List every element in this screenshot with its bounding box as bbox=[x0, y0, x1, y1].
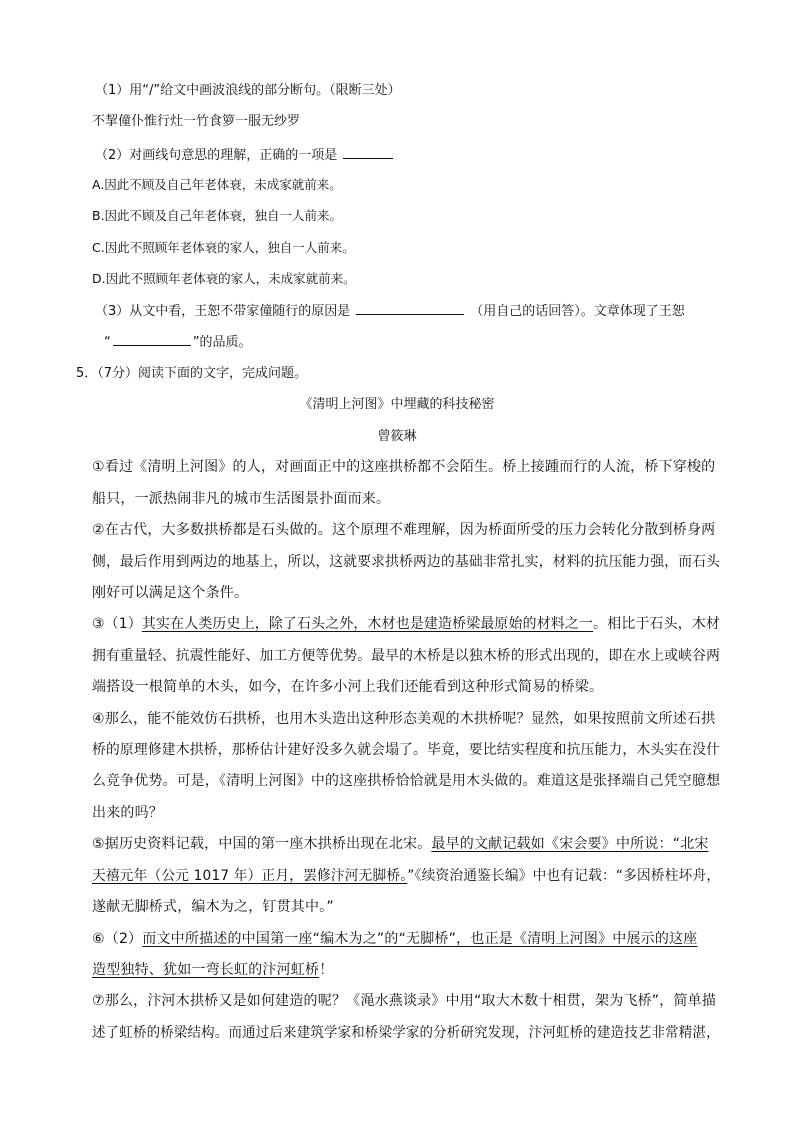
q4-option-b: B.因此不顾及自己年老体衰，独自一人前来。 bbox=[92, 208, 343, 223]
paragraph-5-rest: ”《续资治通鉴长编》中也有记载：“多因桥柱坏舟， bbox=[407, 868, 721, 884]
paragraph-2-line-3: 刚好可以满足这个条件。 bbox=[92, 585, 249, 601]
underlined-quote-1: 最早的文献记载如《宋会要》中所说：“北宋 bbox=[431, 836, 709, 852]
paragraph-1-line-2: 船只，一派热闹非凡的城市生活图景扑面而来。 bbox=[92, 491, 391, 507]
paragraph-5-line-3: 遂献无脚桥式，编木为之，钉贯其中。” bbox=[92, 899, 334, 915]
underlined-sentence-2-cont: 造型独特、犹如一弯长虹的汴河虹桥 bbox=[92, 962, 320, 978]
q4-part3 bbox=[95, 300, 685, 322]
paragraph-7-line-1: ⑦那么，汴河木拱桥又是如何建造的呢？《渑水燕谈录》中用“取大木数十相贯，架为飞桥”，简单描 bbox=[92, 993, 717, 1009]
paragraph-2-line-1: ②在古代，大多数拱桥都是石头做的。这个原理不难理解，因为桥面所受的压力会转化分散到桥身两 bbox=[92, 522, 716, 538]
q4-part3-cont bbox=[104, 331, 252, 353]
answer-blank[interactable] bbox=[356, 300, 464, 315]
paragraph-6-line-2 bbox=[92, 960, 333, 980]
underlined-sentence-1: 其实在人类历史上，除了石头之外，木材也是建造桥梁最原始的材料之一 bbox=[141, 616, 594, 632]
q4-part3-a: （3）从文中看，王恕不带家僮随行的原因是 bbox=[95, 304, 351, 319]
paragraph-4-line-3: 么竞争优势。可是，《清明上河图》中的这座拱桥恰恰就是用木头做的。难道这是张择端自己凭空臆想 bbox=[92, 773, 721, 789]
q4-option-d: D.因此不照顾年老体衰的家人，未成家就前来。 bbox=[92, 271, 356, 286]
paragraph-3-line-2: 拥有重量轻、抗震性能好、加工方便等优势。最早的木桥是以独木桥的形式出现的，即在水上或峡谷两 bbox=[92, 648, 721, 664]
q4-part3-c: ”的品质。 bbox=[192, 335, 252, 350]
paragraph-3-rest: 。相比于石头，木材 bbox=[593, 616, 721, 632]
paragraph-5-line-2 bbox=[92, 866, 720, 886]
paragraph-4-line-4: 出来的吗？ bbox=[92, 805, 163, 821]
q5-header: 5．（7分）阅读下面的文字，完成问题。 bbox=[76, 366, 308, 381]
paragraph-1-line-1: ①看过《清明上河图》的人，对画面正中的这座拱桥都不会陌生。桥上接踵而行的人流，桥下穿梭的 bbox=[92, 459, 716, 475]
q4-part1: （1）用“/”给文中画波浪线的部分断句。（限断三处） bbox=[95, 83, 401, 98]
paragraph-6-number: ⑥（2） bbox=[92, 931, 143, 947]
paragraph-6-end: ！ bbox=[319, 962, 334, 978]
paragraph-7-line-2: 述了虹桥的桥梁结构。而通过后来建筑学家和桥梁学家的分析研究发现，汴河虹桥的建造技艺非常精湛， bbox=[92, 1025, 720, 1041]
paragraph-2-line-2: 侧，最后作用到两边的地基上，所以，这就要求拱桥两边的基础非常扎实，材料的抗压能力强，而石头 bbox=[92, 554, 721, 570]
underlined-quote-2: 天禧元年（公元 1017 年）正月，罢修汴河无脚桥。 bbox=[92, 868, 408, 884]
underlined-sentence-2: 而文中所描述的中国第一座“编木为之”的“无脚桥”，也正是《清明上河图》中展示的这座 bbox=[142, 931, 698, 947]
answer-blank[interactable] bbox=[343, 144, 393, 159]
paragraph-5-intro: ⑤据历史资料记载，中国的第一座木拱桥出现在北宋。 bbox=[92, 836, 432, 852]
q4-option-c: C.因此不照顾年老体衰的家人，独自一人前来。 bbox=[92, 240, 355, 255]
q4-part2-text: （2）对画线句意思的理解，正确的一项是 bbox=[95, 148, 338, 163]
q4-part2 bbox=[95, 144, 399, 166]
paragraph-3-number: ③（1） bbox=[92, 616, 142, 632]
q4-part1-text: 不挈僮仆惟行灶一竹食箩一服无纱罗 bbox=[92, 114, 301, 129]
article-author: 曾筱琳 bbox=[377, 429, 417, 444]
q4-part3-b: （用自己的话回答）。文章体现了王恕 bbox=[470, 304, 685, 319]
paragraph-3-line-1 bbox=[92, 614, 720, 634]
q4-option-a: A.因此不顾及自己年老体衰，未成家就前来。 bbox=[92, 177, 342, 192]
paragraph-4-line-1: ④那么，能不能效仿石拱桥，也用木头造出这种形态美观的木拱桥呢？显然，如果按照前文所述石拱 bbox=[92, 711, 716, 727]
paragraph-6-line-1 bbox=[92, 929, 697, 949]
open-quote: “ bbox=[104, 335, 111, 350]
article-title: 《清明上河图》中埋藏的科技秘密 bbox=[299, 397, 495, 412]
answer-blank[interactable] bbox=[113, 331, 191, 346]
paragraph-3-line-3: 端搭设一根简单的木头，如今，在许多小河上我们还能看到这种形式简易的桥梁。 bbox=[92, 679, 604, 695]
paragraph-4-line-2: 桥的原理修建木拱桥，那桥估计建好没多久就会塌了。毕竟，要比结实程度和抗压能力，木头实在没什 bbox=[92, 742, 721, 758]
paragraph-5-line-1 bbox=[92, 834, 709, 854]
